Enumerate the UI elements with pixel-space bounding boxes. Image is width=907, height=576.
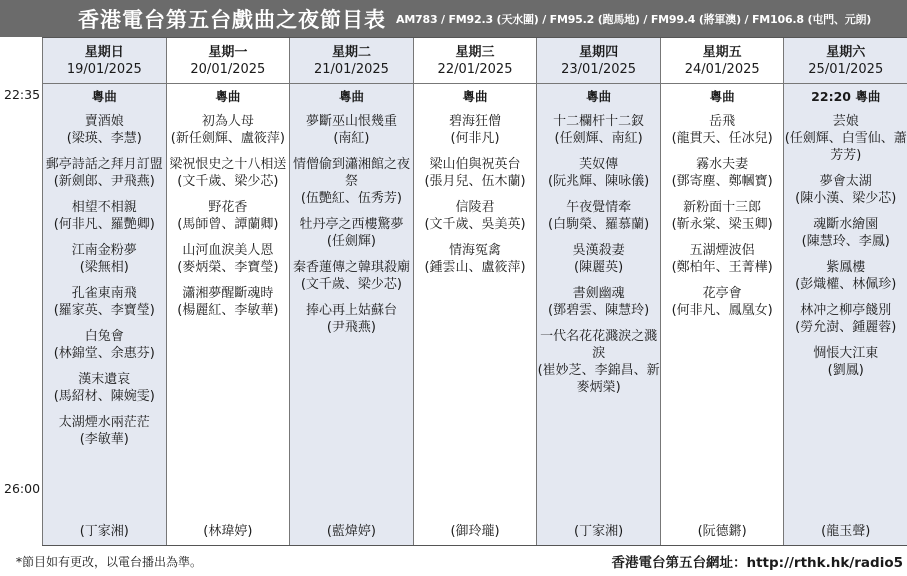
end-time-label: 26:00 — [4, 481, 41, 496]
program-cast: (伍艷紅、伍秀芳) — [300, 191, 403, 206]
day-program-list — [167, 84, 290, 545]
program-item — [661, 156, 784, 190]
program-cast: (林錦堂、余惠芬) — [53, 346, 155, 361]
program-title: 瀟湘夢醒斷魂時 — [182, 286, 274, 301]
day-program-list — [414, 84, 537, 545]
program-cast: (文千歲、吳美英) — [424, 217, 526, 232]
program-item — [537, 285, 660, 319]
program-title: 相望不相親 — [71, 200, 137, 215]
genre-label: 粵曲 — [586, 89, 612, 104]
program-cast: (龍貫天、任冰兒) — [671, 131, 773, 146]
day-program-list — [661, 84, 784, 545]
program-item — [661, 285, 784, 319]
genre-label: 粵曲 — [709, 89, 735, 104]
day-header — [414, 38, 537, 84]
program-cast: (麥炳榮、李寶瑩) — [177, 260, 279, 275]
program-title: 霧水夫妻 — [696, 157, 749, 172]
program-item — [784, 302, 907, 336]
program-cast: (馬師曾、譚蘭卿) — [177, 217, 279, 232]
day-date: 21/01/2025 — [313, 61, 389, 77]
program-cast: (楊麗紅、李敏華) — [177, 303, 279, 318]
program-title: 紫鳳樓 — [826, 260, 866, 275]
program-item — [290, 156, 413, 207]
program-title: 牡丹亭之西樓驚夢 — [299, 217, 404, 232]
program-title: 梁祝恨史之十八相送 — [169, 157, 287, 172]
program-cast: (新任劍輝、盧筱萍) — [170, 131, 285, 146]
day-date: 20/01/2025 — [190, 61, 266, 77]
day-column — [783, 38, 907, 545]
program-cast: (鍾雲山、盧筱萍) — [424, 260, 526, 275]
footnote: *節目如有更改，以電台播出為準。 — [16, 554, 203, 569]
program-item — [661, 113, 784, 147]
day-header — [784, 38, 907, 84]
program-cast: (文千歲、梁少芯) — [300, 277, 403, 292]
program-cast: (崔妙芝、李錦昌、新麥炳榮) — [537, 363, 660, 395]
program-item — [167, 113, 290, 147]
program-cast: (梁無相) — [79, 260, 129, 275]
host-name: (阮德鏘) — [697, 524, 747, 539]
program-cast: (鄧寄塵、鄭幗寶) — [671, 174, 773, 189]
program-item — [43, 371, 166, 405]
program-title: 野花香 — [208, 200, 248, 215]
program-cast: (何非凡、鳳凰女) — [671, 303, 773, 318]
program-title: 情僧偷到瀟湘館之夜祭 — [292, 157, 410, 189]
host-name: (龍玉聲) — [821, 524, 871, 539]
program-cast: (南紅) — [333, 131, 370, 146]
day-program-list — [290, 84, 413, 545]
program-cast: (馬紹材、陳婉雯) — [53, 389, 155, 404]
program-title: 信陵君 — [455, 200, 495, 215]
day-program-list — [784, 84, 907, 545]
day-header — [43, 38, 166, 84]
day-column — [42, 38, 166, 545]
program-title: 岳飛 — [709, 114, 736, 129]
day-column — [413, 38, 537, 545]
website-link[interactable]: 香港電台第五台網址：http://rthk.hk/radio5 — [611, 555, 903, 571]
day-name: 星期六 — [826, 44, 866, 60]
program-title: 山河血淚美人恩 — [182, 243, 274, 258]
program-title: 五湖煙波侶 — [689, 243, 755, 258]
program-title: 芸娘 — [832, 114, 859, 129]
program-item — [414, 242, 537, 276]
program-item — [414, 156, 537, 190]
title-bar — [0, 0, 907, 37]
program-item — [537, 199, 660, 233]
program-cast: (新劍郎、尹飛燕) — [53, 174, 155, 189]
program-item — [290, 216, 413, 250]
program-cast: (鄧碧雲、陳慧玲) — [548, 303, 650, 318]
host-name: (藍煒婷) — [326, 524, 377, 539]
program-title: 太湖煙水兩茫茫 — [58, 415, 150, 430]
program-item — [784, 173, 907, 207]
genre-label: 粵曲 — [462, 89, 488, 104]
program-title: 碧海狂僧 — [449, 114, 502, 129]
program-cast: (劉鳳) — [827, 363, 864, 378]
genre-label: 22:20 粵曲 — [811, 89, 881, 104]
host-name: (林瑋婷) — [203, 524, 253, 539]
genre-label: 粵曲 — [215, 89, 241, 104]
day-header — [290, 38, 413, 84]
program-item — [537, 328, 660, 396]
program-item — [167, 242, 290, 276]
program-cast: (羅家英、李寶瑩) — [53, 303, 155, 318]
program-item — [784, 259, 907, 293]
program-item — [43, 156, 166, 190]
host-name: (丁家湘) — [79, 524, 129, 539]
day-column — [166, 38, 290, 545]
program-title: 林冲之柳亭餞別 — [800, 303, 892, 318]
day-header — [661, 38, 784, 84]
program-title: 郵亭詩話之拜月訂盟 — [45, 157, 163, 172]
program-cast: (尹飛燕) — [326, 320, 377, 335]
program-item — [43, 285, 166, 319]
program-item — [290, 113, 413, 147]
day-name: 星期二 — [331, 44, 371, 60]
program-title: 秦香蓮傳之韓琪殺廟 — [292, 260, 410, 275]
day-header — [537, 38, 660, 84]
day-program-list — [43, 84, 166, 545]
program-title: 新粉面十三郎 — [683, 200, 762, 215]
program-cast: (任劍輝) — [326, 234, 377, 249]
genre-label: 粵曲 — [91, 89, 117, 104]
time-axis — [0, 83, 42, 546]
day-name: 星期一 — [208, 44, 248, 60]
day-date: 19/01/2025 — [66, 61, 142, 77]
program-title: 初為人母 — [201, 114, 254, 129]
program-title: 梁山伯與祝英台 — [429, 157, 521, 172]
program-item — [414, 199, 537, 233]
footer — [0, 546, 907, 576]
program-item — [537, 113, 660, 147]
program-title: 捧心再上姑蘇台 — [305, 303, 397, 318]
program-cast: (何非凡) — [450, 131, 500, 146]
genre-label: 粵曲 — [338, 89, 364, 104]
day-name: 星期三 — [455, 44, 495, 60]
program-cast: (陳麗英) — [574, 260, 624, 275]
program-title: 孔雀東南飛 — [71, 286, 137, 301]
program-cast: (張月兒、伍木蘭) — [424, 174, 526, 189]
program-item — [537, 242, 660, 276]
program-item — [167, 285, 290, 319]
program-cast: (任劍輝、南紅) — [554, 131, 643, 146]
program-item — [43, 414, 166, 448]
program-item — [661, 199, 784, 233]
program-cast: (陳小漢、梁少芯) — [795, 191, 897, 206]
day-date: 22/01/2025 — [437, 61, 513, 77]
program-title: 夢斷巫山恨幾重 — [305, 114, 397, 129]
program-title: 惆悵大江東 — [813, 346, 879, 361]
program-title: 花亭會 — [702, 286, 742, 301]
page-title: 香港電台第五台戲曲之夜節目表 — [78, 7, 386, 32]
program-item — [43, 242, 166, 276]
program-item — [414, 113, 537, 147]
program-cast: (何非凡、羅艷卿) — [53, 217, 155, 232]
day-name: 星期五 — [702, 44, 742, 60]
schedule-grid — [42, 37, 907, 546]
program-cast: (李敏華) — [79, 432, 129, 447]
program-item — [43, 199, 166, 233]
program-cast: (文千歲、梁少芯) — [177, 174, 279, 189]
day-date: 23/01/2025 — [561, 61, 637, 77]
program-item — [43, 328, 166, 362]
program-cast: (鄭柏年、王菁樺) — [671, 260, 773, 275]
program-item — [290, 259, 413, 293]
program-title: 賣酒娘 — [84, 114, 124, 129]
program-cast: (任劍輝、白雪仙、蕭芳芳) — [784, 131, 907, 163]
program-item — [784, 216, 907, 250]
day-column — [289, 38, 413, 545]
program-cast: (勞允澍、鍾麗蓉) — [795, 320, 897, 335]
frequency-list: AM783 / FM92.3 (天水圍) / FM95.2 (跑馬地) / FM99.4 (將軍澳) / FM106.8 (屯門、元朗) — [396, 12, 872, 26]
program-cast: (彭熾權、林佩珍) — [795, 277, 897, 292]
day-name: 星期日 — [84, 44, 124, 60]
program-title: 吳漢殺妻 — [572, 243, 625, 258]
program-item — [290, 302, 413, 336]
program-title: 情海冤禽 — [449, 243, 502, 258]
day-program-list — [537, 84, 660, 545]
program-title: 十二欄杆十二釵 — [553, 114, 645, 129]
program-title: 夢會太湖 — [819, 174, 872, 189]
program-item — [784, 345, 907, 379]
host-name: (御玲瓏) — [450, 524, 500, 539]
program-title: 江南金粉夢 — [71, 243, 137, 258]
day-header — [167, 38, 290, 84]
program-title: 書劍幽魂 — [572, 286, 625, 301]
program-title: 一代名花花濺淚之濺淚 — [540, 329, 658, 361]
program-cast: (陳慧玲、李鳳) — [801, 234, 890, 249]
program-title: 芙奴傳 — [579, 157, 619, 172]
program-item — [661, 242, 784, 276]
host-name: (丁家湘) — [574, 524, 624, 539]
day-column — [660, 38, 784, 545]
program-item — [784, 113, 907, 164]
program-item — [167, 199, 290, 233]
day-date: 25/01/2025 — [808, 61, 884, 77]
program-title: 白兔會 — [84, 329, 124, 344]
program-title: 漢末遺哀 — [78, 372, 131, 387]
day-name: 星期四 — [579, 44, 619, 60]
program-item — [43, 113, 166, 147]
day-column — [536, 38, 660, 545]
program-item — [537, 156, 660, 190]
start-time-label: 22:35 — [4, 87, 41, 102]
program-item — [167, 156, 290, 190]
program-title: 午夜覺情牽 — [566, 200, 632, 215]
day-date: 24/01/2025 — [684, 61, 760, 77]
program-cast: (白駒榮、羅慕蘭) — [548, 217, 650, 232]
program-cast: (靳永棠、梁玉卿) — [671, 217, 773, 232]
program-title: 魂斷水繪園 — [813, 217, 879, 232]
program-cast: (阮兆輝、陳咏儀) — [548, 174, 650, 189]
program-cast: (梁瑛、李慧) — [66, 131, 142, 146]
